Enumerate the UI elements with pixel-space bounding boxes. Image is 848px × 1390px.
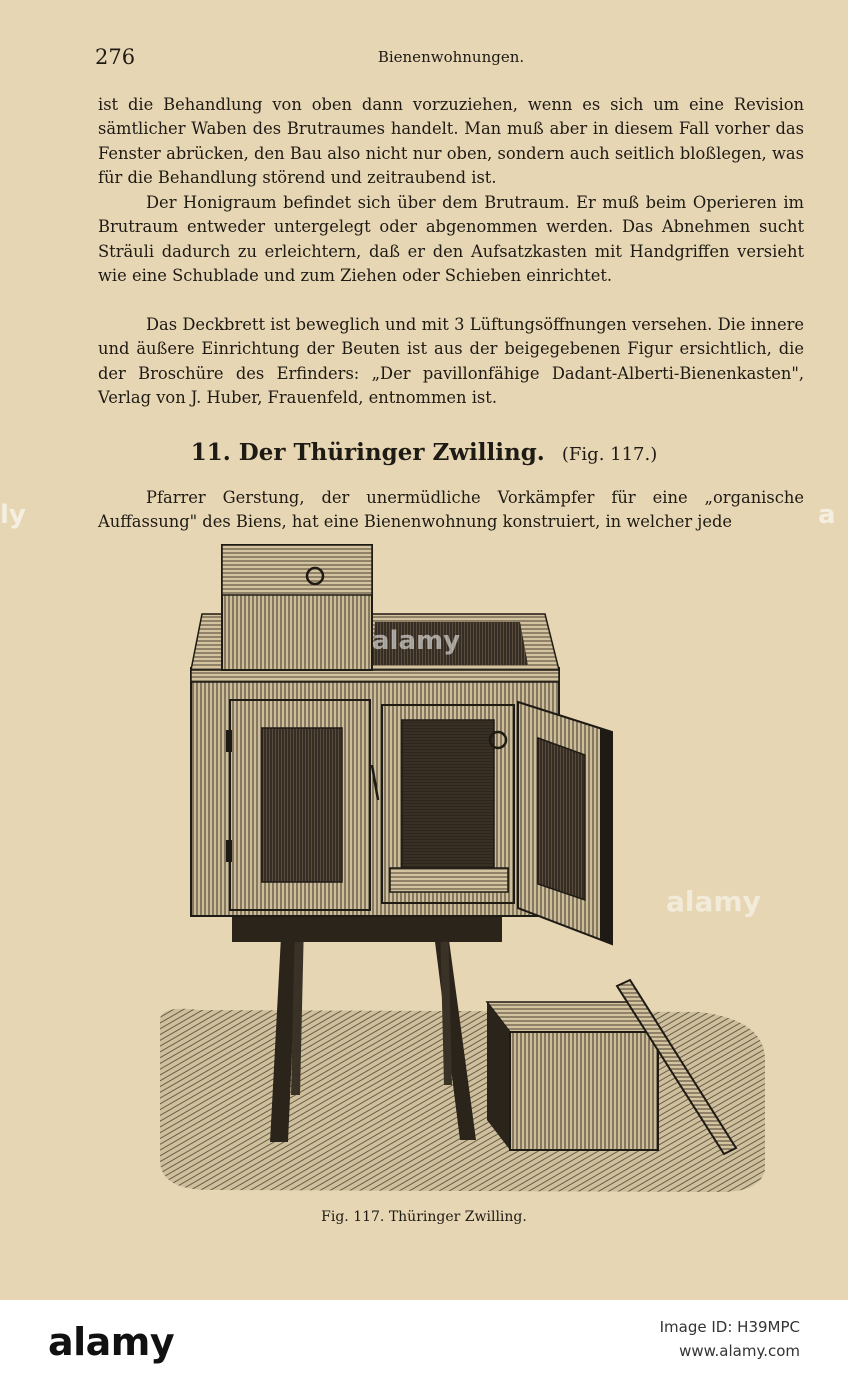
paragraph-4: Pfarrer Gerstung, der unermüdliche Vorkämpfer für eine „organische Auffassung" des Biens, hat eine Bienenwohnung konstruiert, in welcher jede xyxy=(98,488,804,532)
figure-caption: Fig. 117. Thüringer Zwilling. xyxy=(321,1209,527,1225)
paragraph-2: Der Honigraum befindet sich über dem Brutraum. Er muß beim Operieren im Brutraum entweder untergelegt oder abgenommen werden. Das Abnehmen sucht Sträuli dadurch zu erleichtern, daß er den Aufsatzkasten mit Handgriffen versieht wie eine Schublade und zum Ziehen oder Schieben einrichtet. xyxy=(98,193,804,285)
page-header xyxy=(95,45,807,75)
stock-url[interactable]: www.alamy.com xyxy=(679,1342,800,1360)
watermark-edge-right: a xyxy=(818,500,836,530)
alamy-logo[interactable]: alamy xyxy=(48,1320,175,1364)
paragraph-1: ist die Behandlung von oben dann vorzuziehen, wenn es sich um eine Revision sämtlicher Waben des Brutraumes handelt. Man muß aber in diesem Fall vorher das Fenster abrücken, den Bau also nicht nur oben, sondern auch seitlich bloßlegen, was für die Behandlung störend und zeitraubend ist. xyxy=(98,95,804,187)
watermark-edge-left: ly xyxy=(0,500,26,530)
compartment-sill xyxy=(390,868,508,892)
section-title: 11. Der Thüringer Zwilling. xyxy=(190,439,545,466)
floor-box-front xyxy=(510,1032,658,1150)
left-door-panel xyxy=(262,728,342,882)
paragraph-3: Das Deckbrett ist beweglich und mit 3 Lüftungsöffnungen versehen. Die innere und äußere Einrichtung der Beuten ist aus der beigegebenen Figur ersichtlich, die der Broschüre des Erfinders: „Der pavillonfähige Dadant-Alberti-Bienenkasten", Verlag von J. Huber, Frauenfeld, entnommen ist. xyxy=(98,315,804,407)
open-right-door-panel xyxy=(538,738,585,900)
page-number: 276 xyxy=(95,45,136,69)
honey-super-lid xyxy=(222,545,372,595)
left-door-hinge-bottom xyxy=(226,840,232,862)
open-right-door-edge xyxy=(600,728,612,944)
stand-beam xyxy=(232,914,502,942)
left-door-hinge-top xyxy=(226,730,232,752)
watermark-center: alamy xyxy=(372,626,461,656)
watermark-right: alamy xyxy=(666,885,761,918)
compartment-window xyxy=(402,720,494,868)
section-heading xyxy=(0,439,848,466)
figure-reference: (Fig. 117.) xyxy=(561,444,658,465)
image-id: Image ID: H39MPC xyxy=(659,1318,800,1336)
running-head: Bienenwohnungen. xyxy=(377,48,525,66)
stock-footer xyxy=(0,1300,848,1390)
